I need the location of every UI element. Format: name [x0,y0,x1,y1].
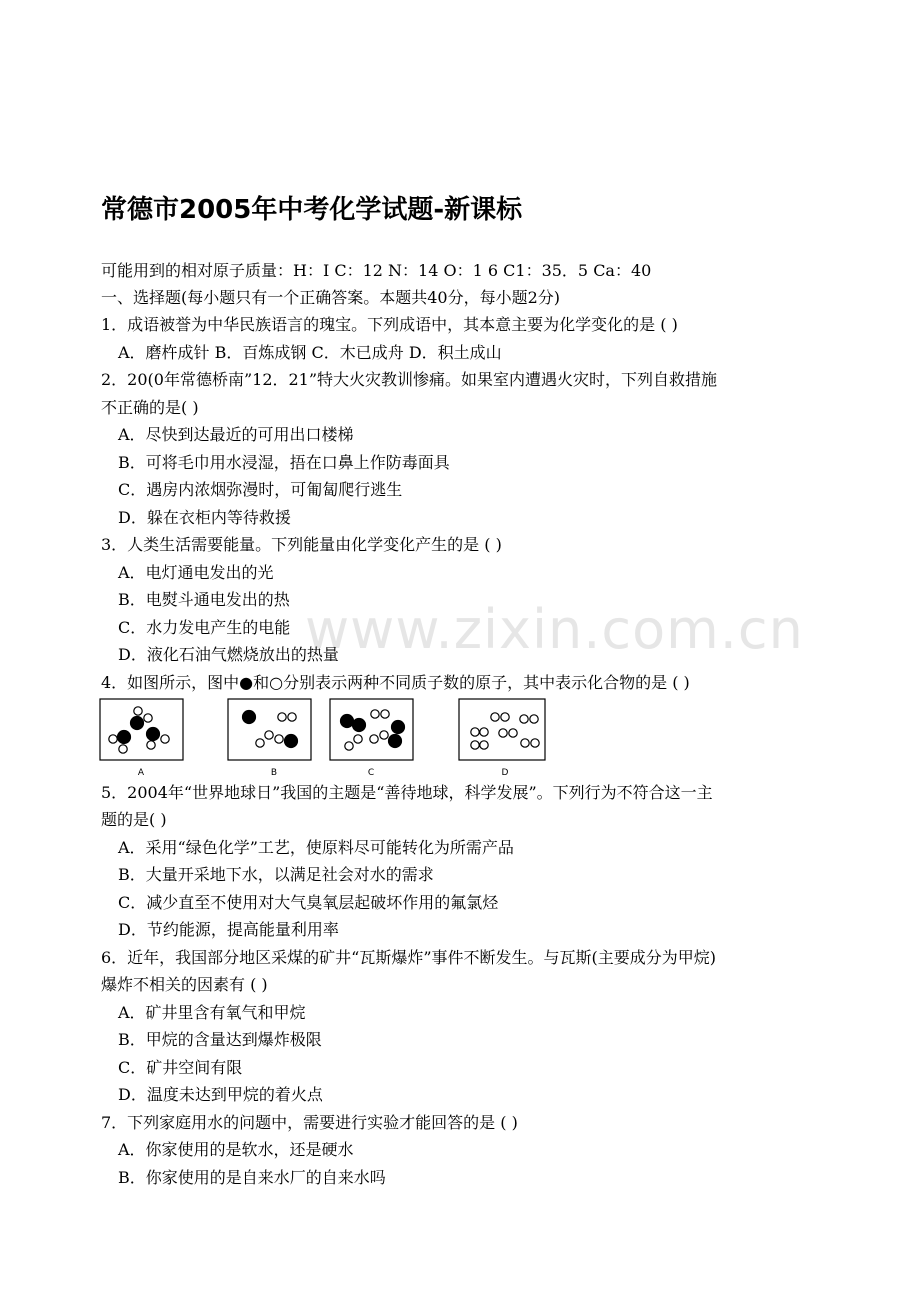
question-4: 4．如图所示，图中●和○分别表示两种不同质子数的原子，其中表示化合物的是 ( ) [101,673,690,692]
molecule-diagram [97,697,557,779]
question-5-option-b: B．大量开采地下水，以满足社会对水的需求 [118,865,434,884]
question-6-option-d: D．温度未达到甲烷的着火点 [118,1085,323,1104]
question-2-option-d: D．躲在衣柜内等待救援 [118,508,291,527]
question-6-option-c: C．矿井空间有限 [118,1058,243,1077]
question-3-option-a: A．电灯通电发出的光 [118,563,274,582]
question-1-options: A．磨杵成针 B．百炼成钢 C．木已成舟 D．积土成山 [118,343,502,362]
question-2-cont: 不正确的是( ) [101,398,199,417]
question-3-option-c: C．水力发电产生的电能 [118,618,291,637]
figure-label-a: A [137,768,145,778]
figure-label-b: B [270,768,278,778]
question-3-option-b: B．电熨斗通电发出的热 [118,590,290,609]
question-5: 5．2004年“世界地球日”我国的主题是“善待地球，科学发展”。下列行为不符合这一主 [101,783,713,802]
molecule-figures [97,697,557,779]
figure-box-b [228,699,311,760]
question-5-option-a: A．采用“绿色化学”工艺，使原料尽可能转化为所需产品 [118,838,514,857]
question-5-option-d: D．节约能源，提高能量利用率 [118,920,339,939]
question-6: 6．近年，我国部分地区采煤的矿井“瓦斯爆炸”事件不断发生。与瓦斯(主要成分为甲烷) [101,948,717,967]
question-2-option-b: B．可将毛巾用水浸湿，捂在口鼻上作防毒面具 [118,453,450,472]
question-7: 7．下列家庭用水的问题中，需要进行实验才能回答的是 ( ) [101,1113,518,1132]
question-2-option-c: C．遇房内浓烟弥漫时，可匍匐爬行逃生 [118,480,403,499]
question-2-option-a: A．尽快到达最近的可用出口楼梯 [118,425,354,444]
atomic-mass-note: 可能用到的相对原子质量：H：I C：12 N：14 O：1 6 C1：35．5 Ca：40 [101,261,652,280]
question-7-option-b: B．你家使用的是自来水厂的自来水吗 [118,1168,386,1187]
figure-label-c: C [367,768,375,778]
question-2: 2．20(0年常德桥南”12．21”特大火灾教训惨痛。如果室内遭遇火灾时，下列自救措施 [101,370,718,389]
question-3-option-d: D．液化石油气燃烧放出的热量 [118,645,339,664]
question-6-option-b: B．甲烷的含量达到爆炸极限 [118,1030,322,1049]
question-5-cont: 题的是( ) [101,810,167,829]
question-3: 3．人类生活需要能量。下列能量由化学变化产生的是 ( ) [101,535,502,554]
watermark: www.zixin.com.cn [305,598,804,661]
section-heading: 一、选择题(每小题只有一个正确答案。本题共40分，每小题2分) [101,288,561,307]
question-7-option-a: A．你家使用的是软水，还是硬水 [118,1140,354,1159]
question-5-option-c: C．减少直至不使用对大气臭氧层起破坏作用的氟氯烃 [118,893,499,912]
question-6-cont: 爆炸不相关的因素有 ( ) [101,975,268,994]
question-1: 1．成语被誉为中华民族语言的瑰宝。下列成语中，其本意主要为化学变化的是 ( ) [101,315,678,334]
figure-label-d: D [501,768,509,778]
page-title: 常德市2005年中考化学试题-新课标 [101,195,523,225]
question-6-option-a: A．矿井里含有氧气和甲烷 [118,1003,306,1022]
